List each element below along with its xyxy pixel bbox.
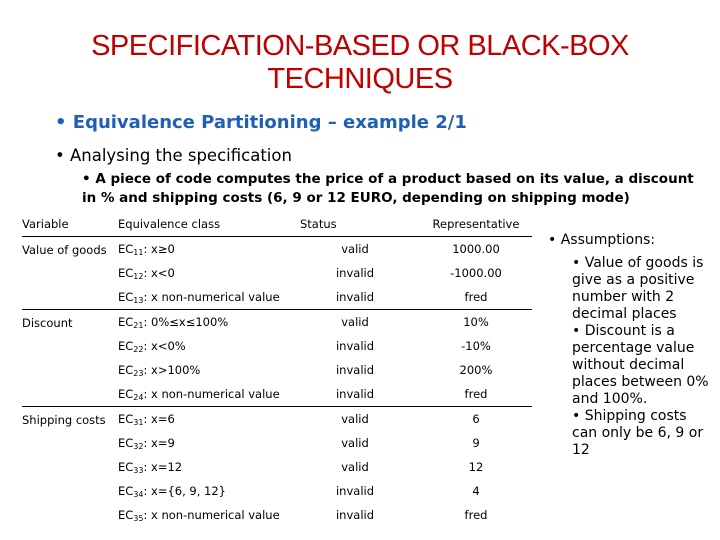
- title-line-1: SPECIFICATION-BASED OR BLACK-BOX: [91, 30, 629, 62]
- ec-subscript: 31: [133, 417, 144, 427]
- cell-status: invalid: [335, 484, 375, 498]
- cell-equivalence-class: [118, 431, 290, 455]
- table-row: [22, 310, 532, 335]
- ec-condition: : x non-numerical value: [143, 289, 280, 304]
- cell-representative: 200%: [459, 363, 493, 377]
- ec-condition: : x=6: [143, 411, 175, 426]
- cell-representative: 9: [472, 436, 480, 450]
- ec-subscript: 24: [133, 392, 144, 402]
- cell-equivalence-class: [118, 285, 290, 310]
- assumptions-heading: • Assumptions:: [548, 232, 656, 248]
- table-row: [22, 407, 532, 432]
- ec-subscript: 11: [133, 247, 144, 257]
- ec-subscript: 22: [133, 344, 144, 354]
- header-equivalence-class: Equivalence class: [118, 212, 290, 237]
- cell-equivalence-class: [118, 455, 290, 479]
- ec-condition: : x non-numerical value: [143, 386, 280, 401]
- cell-equivalence-class: [118, 261, 290, 285]
- cell-equivalence-class: [118, 382, 290, 407]
- cell-equivalence-class: [118, 237, 290, 262]
- ec-condition: : x non-numerical value: [143, 507, 280, 522]
- ec-subscript: 34: [133, 489, 144, 499]
- cell-representative: fred: [464, 387, 488, 401]
- cell-status: invalid: [335, 290, 375, 304]
- ec-condition: : x≥0: [143, 241, 175, 256]
- header-status: Status: [290, 212, 420, 237]
- assumptions-list: [548, 255, 710, 459]
- ec-condition: : 0%≤x≤100%: [143, 314, 229, 329]
- cell-representative: -10%: [461, 339, 491, 353]
- ec-condition: : x={6, 9, 12}: [143, 483, 226, 498]
- ec-prefix: EC: [118, 338, 134, 353]
- bullet-code-description: • A piece of code computes the price of a product based on its value, a discount in % and shipping costs (6, 9 or 12 EURO, depending on shipping mode): [82, 171, 694, 206]
- assumption-value-of-goods: • Value of goods is give as a positive number with 2 decimal places: [572, 255, 704, 322]
- ec-prefix: EC: [118, 386, 134, 401]
- bullet-analysing-spec: • Analysing the specification: [55, 146, 292, 165]
- cell-status: invalid: [335, 363, 375, 377]
- equivalence-class-table: [22, 212, 532, 527]
- table-row: [22, 237, 532, 262]
- table-body: [22, 237, 532, 528]
- ec-prefix: EC: [118, 241, 134, 256]
- cell-variable: Value of goods: [22, 237, 118, 310]
- assumptions-box: [548, 232, 710, 459]
- ec-prefix: EC: [118, 483, 134, 498]
- cell-variable: Discount: [22, 310, 118, 407]
- assumption-discount: • Discount is a percentage value without decimal places between 0% and 100%.: [572, 323, 709, 407]
- slide-title: [0, 30, 720, 96]
- ec-prefix: EC: [118, 507, 134, 522]
- cell-variable: Shipping costs: [22, 407, 118, 528]
- ec-subscript: 35: [133, 513, 144, 523]
- cell-equivalence-class: [118, 358, 290, 382]
- cell-representative: fred: [464, 508, 488, 522]
- cell-representative: -1000.00: [450, 266, 502, 280]
- ec-prefix: EC: [118, 435, 134, 450]
- cell-representative: 10%: [420, 310, 532, 335]
- cell-status: invalid: [335, 508, 375, 522]
- cell-status: invalid: [335, 387, 375, 401]
- ec-condition: : x>100%: [143, 362, 201, 377]
- cell-status: invalid: [335, 339, 375, 353]
- ec-subscript: 13: [133, 295, 144, 305]
- ec-condition: : x=9: [143, 435, 175, 450]
- cell-status: valid: [341, 436, 369, 450]
- cell-status: valid: [290, 407, 420, 432]
- cell-representative: fred: [464, 290, 488, 304]
- cell-representative: 4: [472, 484, 480, 498]
- header-representative: Representative: [420, 212, 532, 237]
- cell-equivalence-class: [118, 334, 290, 358]
- cell-representative: 12: [468, 460, 484, 474]
- ec-condition: : x<0%: [143, 338, 186, 353]
- ec-prefix: EC: [118, 459, 134, 474]
- cell-representative: 1000.00: [420, 237, 532, 262]
- cell-status: valid: [290, 237, 420, 262]
- cell-equivalence-class: [118, 503, 290, 527]
- cell-equivalence-class: [118, 479, 290, 503]
- ec-subscript: 32: [133, 441, 144, 451]
- cell-status: valid: [341, 460, 369, 474]
- ec-prefix: EC: [118, 289, 134, 304]
- ec-subscript: 23: [133, 368, 144, 378]
- bullet-equivalence-partitioning: • Equivalence Partitioning – example 2/1: [55, 112, 467, 133]
- cell-representative: 6: [420, 407, 532, 432]
- title-line-2: TECHNIQUES: [267, 63, 453, 95]
- ec-condition: : x<0: [143, 265, 175, 280]
- ec-subscript: 12: [133, 271, 144, 281]
- header-variable: Variable: [22, 212, 118, 237]
- ec-prefix: EC: [118, 265, 134, 280]
- table-header-row: [22, 212, 532, 237]
- ec-condition: : x=12: [143, 459, 183, 474]
- cell-status: valid: [290, 310, 420, 335]
- ec-prefix: EC: [118, 362, 134, 377]
- cell-status: invalid: [335, 266, 375, 280]
- ec-prefix: EC: [118, 314, 134, 329]
- ec-subscript: 33: [133, 465, 144, 475]
- cell-equivalence-class: [118, 310, 290, 335]
- ec-prefix: EC: [118, 411, 134, 426]
- assumption-shipping-costs: • Shipping costs can only be 6, 9 or 12: [572, 408, 704, 458]
- cell-equivalence-class: [118, 407, 290, 432]
- ec-subscript: 21: [133, 320, 144, 330]
